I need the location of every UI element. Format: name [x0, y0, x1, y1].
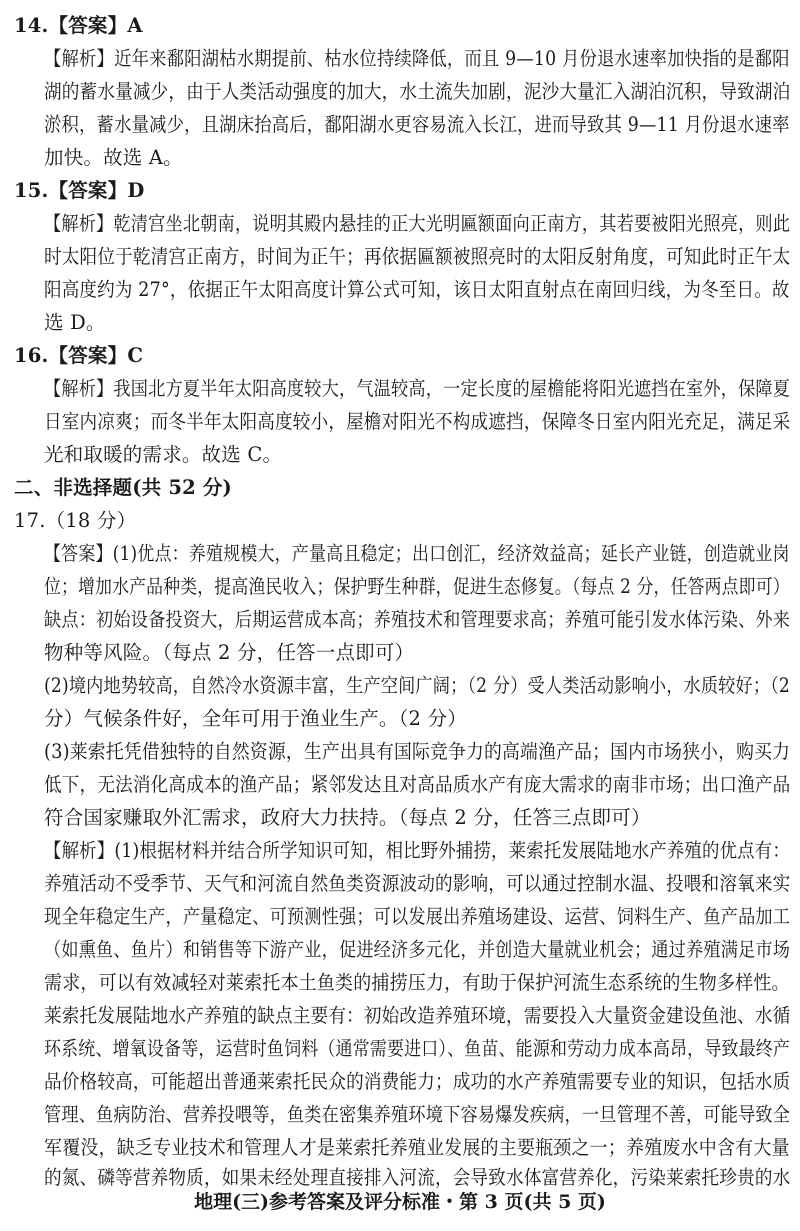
q17-explanation-line: 需求，可以有效减轻对莱索托本土鱼类的捕捞压力，有助于保护河流生态系统的生物多样性。 — [44, 971, 790, 994]
q16-explanation-line: 日室内凉爽；而冬半年太阳高度较小，屋檐对阳光不构成遮挡，保障冬日室内阳光充足，满足采 — [44, 410, 791, 433]
q17-explanation-line: 【解析】(1)根据材料并结合所学知识可知，相比野外捕捞，莱索托发展陆地水产养殖的优点有： — [44, 839, 790, 862]
q14-explanation-line: 【解析】近年来鄱阳湖枯水期提前、枯水位持续降低，而且 9—10 月份退水速率加快指的是鄱阳 — [44, 47, 790, 70]
q15-explanation-line: 选 D。 — [44, 311, 106, 334]
q17-answer-line: 符合国家赚取外汇需求，政府大力扶持。（每点 2 分，任答三点即可） — [44, 806, 651, 829]
q17-explanation-line: 养殖活动不受季节、天气和河流自然鱼类资源波动的影响，可以通过控制水温、投喂和溶氧来实 — [44, 872, 791, 895]
q17-explanation-line: （如熏鱼、鱼片）和销售等下游产业，促进经济多元化，并创造大量就业机会；通过养殖满足市场 — [44, 938, 791, 961]
q15-explanation-line: 【解析】乾清宫坐北朝南，说明其殿内悬挂的正大光明匾额面向正南方，其若要被阳光照亮，则此 — [44, 212, 791, 235]
q17-heading: 17.（18 分） — [14, 509, 137, 532]
q15-answer-heading: 15.【答案】D — [14, 179, 145, 202]
q16-answer-heading: 16.【答案】C — [14, 344, 144, 367]
q17-explanation-line: 现全年稳定生产，产量稳定、可预测性强；可以发展出养殖场建设、运营、饲料生产、鱼产品加工 — [44, 905, 791, 928]
q17-answer-line: (3)莱索托凭借独特的自然资源，生产出具有国际竞争力的高端渔产品；国内市场狭小，购买力 — [44, 740, 791, 763]
q16-explanation-line: 【解析】我国北方夏半年太阳高度较大，气温较高，一定长度的屋檐能将阳光遮挡在室外，保障夏 — [44, 377, 791, 400]
q14-explanation-line: 湖的蓄水量减少，由于人类活动强度的加大，水土流失加剧，泥沙大量汇入湖泊沉积，导致湖泊 — [44, 80, 791, 103]
q17-explanation-line: 军覆没，缺乏专业技术和管理人才是莱索托养殖业发展的主要瓶颈之一；养殖废水中含有大量 — [44, 1136, 790, 1159]
q17-answer-line: (2)境内地势较高，自然冷水资源丰富，生产空间广阔；（2 分）受人类活动影响小，水质较好；（2 — [44, 674, 791, 697]
q17-answer-line: 低下，无法消化高成本的渔产品；紧邻发达且对高品质水产有庞大需求的南非市场；出口渔产品 — [44, 773, 791, 796]
q17-answer-line: 物种等风险。（每点 2 分，任答一点即可） — [44, 641, 415, 664]
q17-answer-line: 分）气候条件好，全年可用于渔业生产。（2 分） — [44, 707, 467, 730]
q17-explanation-line: 管理、鱼病防治、营养投喂等，鱼类在密集养殖环境下容易爆发疾病，一旦管理不善，可能导致全 — [44, 1103, 791, 1126]
q17-explanation-line: 的氮、磷等营养物质，如果未经处理直接排入河流，会导致水体富营养化，污染莱索托珍贵的水 — [44, 1166, 791, 1189]
page-footer: 地理(三)参考答案及评分标准・第 3 页(共 5 页) — [194, 1191, 606, 1213]
q14-explanation-line: 加快。故选 A。 — [44, 146, 183, 169]
q15-explanation-line: 阳高度约为 27°，依据正午太阳高度计算公式可知，该日太阳直射点在南回归线，为冬至日。故 — [44, 278, 790, 301]
q17-explanation-line: 品价格较高，可能超出普通莱索托民众的消费能力；成功的水产养殖需要专业的知识，包括水质 — [44, 1070, 791, 1093]
q15-explanation-line: 时太阳位于乾清宫正南方，时间为正午；再依据匾额被照亮时的太阳反射角度，可知此时正午太 — [44, 245, 791, 268]
q17-answer-line: 缺点：初始设备投资大，后期运营成本高；养殖技术和管理要求高；养殖可能引发水体污染、外来 — [44, 608, 791, 631]
q16-explanation-line: 光和取暖的需求。故选 C。 — [44, 443, 283, 466]
q17-answer-line: 【答案】(1)优点：养殖规模大，产量高且稳定；出口创汇，经济效益高；延长产业链，创造就业岗 — [44, 542, 790, 565]
q17-explanation-line: 莱索托发展陆地水产养殖的缺点主要有：初始改造养殖环境，需要投入大量资金建设鱼池、水循 — [44, 1004, 791, 1027]
section-heading: 二、非选择题(共 52 分) — [14, 476, 232, 499]
q14-explanation-line: 淤积，蓄水量减少，且湖床抬高后，鄱阳湖水更容易流入长江，进而导致其 9—11 月份退水速率 — [44, 113, 790, 136]
q17-answer-line: 位；增加水产品种类，提高渔民收入；保护野生种群，促进生态修复。（每点 2 分，任答两点即可） — [44, 575, 790, 598]
q14-answer-heading: 14.【答案】A — [14, 14, 143, 37]
q17-explanation-line: 环系统、增氧设备等，运营时鱼饲料（通常需要进口）、鱼苗、能源和劳动力成本高昂，导致最终产 — [44, 1037, 791, 1060]
